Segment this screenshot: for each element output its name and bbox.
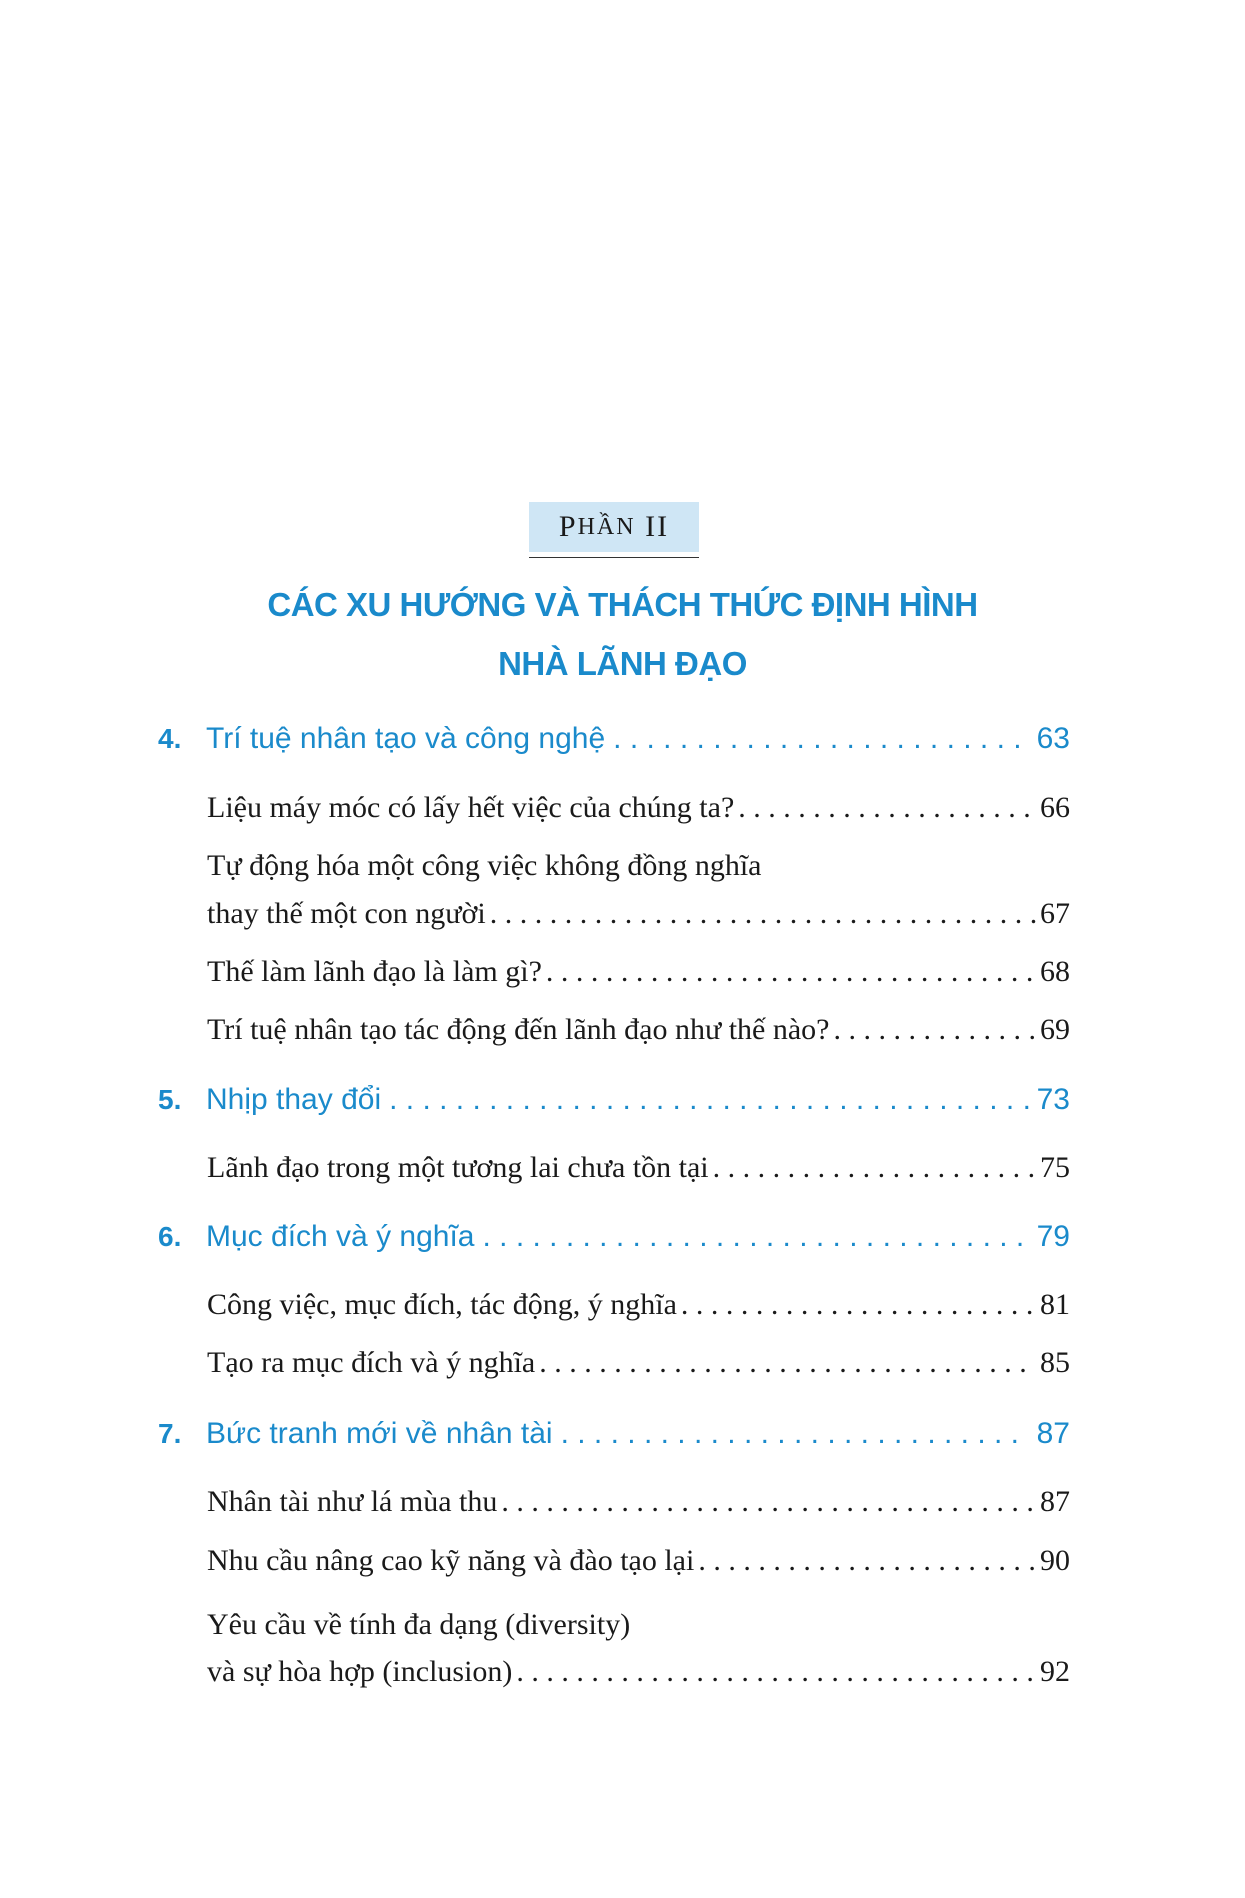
part-label-rest: HẦN [577,513,636,540]
section-title: Nhân tài như lá mùa thu [207,1485,498,1518]
toc-chapter-6[interactable] [158,1220,1070,1254]
chapter-number: 4. [158,723,182,754]
dot-leader [698,1544,1036,1578]
section-title-line1: Tự động hóa một công việc không đồng nghĩa [207,849,762,882]
chapter-number: 6. [158,1221,182,1252]
toc-chapter-4[interactable] [158,722,1070,756]
toc-section[interactable] [207,1346,1070,1380]
section-page: 75 [1040,1151,1070,1184]
section-title: Thế làm lãnh đạo là làm gì? [207,955,542,988]
part-label-first: P [558,510,578,543]
chapter-page: 87 [1036,1417,1070,1450]
section-title: Lãnh đạo trong một tương lai chưa tồn tại [207,1151,709,1184]
chapter-page: 79 [1036,1220,1070,1253]
section-title: Tạo ra mục đích và ý nghĩa [207,1346,536,1379]
dot-leader [834,1013,1037,1047]
dot-leader [681,1288,1036,1322]
dot-leader [389,1083,1029,1117]
toc-chapter-5[interactable] [158,1083,1070,1117]
section-title: thay thế một con người [207,897,486,930]
section-page: 87 [1040,1485,1070,1518]
section-title: và sự hòa hợp (inclusion) [207,1655,513,1688]
chapter-title: Bức tranh mới về nhân tài [206,1417,553,1450]
chapter-page: 73 [1036,1083,1070,1116]
dot-leader [713,1151,1036,1185]
dot-leader [539,1346,1036,1380]
section-page: 67 [1040,897,1070,930]
section-page: 68 [1040,955,1070,988]
part-title-line1: CÁC XU HƯỚNG VÀ THÁCH THỨC ĐỊNH HÌNH [267,586,978,623]
section-title: Công việc, mục đích, tác động, ý nghĩa [207,1288,677,1321]
dot-leader [738,791,1036,825]
toc-section[interactable] [207,897,1070,931]
dot-leader [490,897,1036,931]
dot-leader [613,722,1028,756]
section-title: Trí tuệ nhân tạo tác động đến lãnh đạo như thế nào? [207,1013,830,1046]
toc-chapter-7[interactable] [158,1417,1070,1451]
chapter-title: Nhịp thay đổi [206,1083,382,1116]
chapter-number: 7. [158,1418,182,1449]
part-label-box [529,502,699,552]
section-page: 90 [1040,1544,1070,1577]
section-page: 66 [1040,791,1070,824]
toc-section[interactable] [207,1151,1070,1185]
chapter-title: Mục đích và ý nghĩa [206,1220,475,1253]
section-page: 92 [1040,1655,1070,1688]
section-title: Nhu cầu nâng cao kỹ năng và đào tạo lại [207,1544,695,1577]
part-numeral: II [645,510,670,543]
section-title-line1: Yêu cầu về tính đa dạng (diversity) [207,1608,631,1641]
chapter-page: 63 [1036,722,1070,755]
dot-leader [561,1417,1029,1451]
dot-leader [501,1485,1036,1519]
section-page: 69 [1040,1013,1070,1046]
chapter-title: Trí tuệ nhân tạo và công nghệ [206,722,606,755]
dot-leader [516,1655,1036,1689]
toc-section[interactable] [207,1655,1070,1689]
toc-section[interactable] [207,1544,1070,1578]
toc-section[interactable] [207,1485,1070,1519]
toc-section[interactable] [207,955,1070,989]
section-page: 81 [1040,1288,1070,1321]
dot-leader [546,955,1036,989]
chapter-number: 5. [158,1084,182,1115]
toc-section[interactable] [207,1288,1070,1322]
part-title-line2: NHÀ LÃNH ĐẠO [498,645,747,682]
section-page: 85 [1040,1346,1070,1379]
section-title: Liệu máy móc có lấy hết việc của chúng ta? [207,791,735,824]
toc-section[interactable] [207,791,1070,825]
dot-leader [482,1220,1028,1254]
part-underline [529,557,699,558]
toc-section[interactable] [207,1013,1070,1047]
